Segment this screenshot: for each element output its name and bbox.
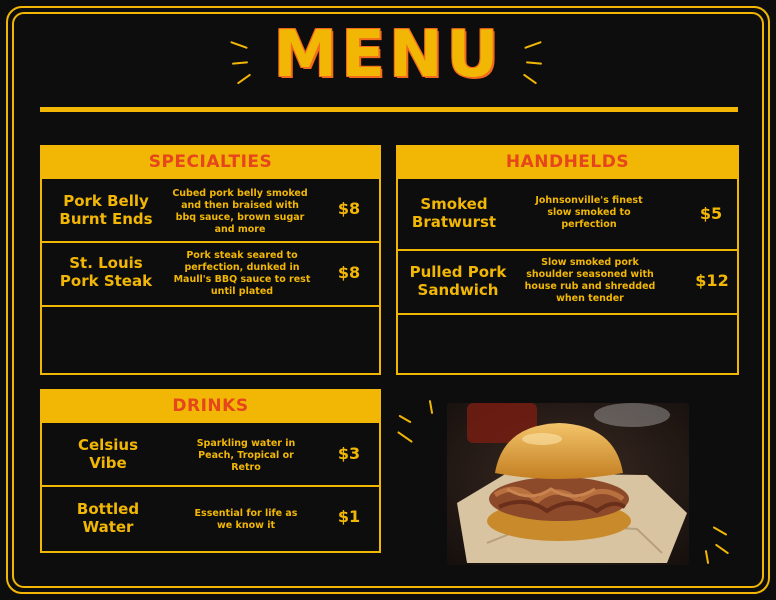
item-name: St. Louis Pork Steak	[59, 254, 153, 290]
drinks-header: DRINKS	[42, 391, 379, 421]
item-description: Johnsonville's finest slow smoked to perfection	[535, 195, 643, 230]
specialties-panel	[40, 145, 381, 375]
menu-title: MENU	[273, 18, 503, 92]
item-description: Slow smoked pork shoulder seasoned with house rub and shredded when tender	[524, 257, 656, 304]
item-name: Bottled Water	[76, 500, 140, 536]
menu-item	[42, 485, 379, 551]
item-price: $5	[699, 204, 723, 223]
handhelds-header: HANDHELDS	[398, 147, 737, 177]
drinks-panel	[40, 389, 381, 553]
item-description: Cubed pork belly smoked and then braised with bbq sauce, brown sugar and more	[172, 188, 308, 235]
item-name: Pork Belly Burnt Ends	[59, 192, 153, 228]
empty-row	[398, 313, 737, 373]
menu-item	[398, 177, 737, 249]
handhelds-panel	[396, 145, 739, 375]
menu-item	[42, 241, 379, 305]
item-price: $8	[337, 263, 361, 282]
item-name: Smoked Bratwurst	[411, 195, 497, 231]
menu-item	[42, 421, 379, 485]
item-name: Pulled Pork Sandwich	[409, 263, 507, 299]
item-description: Pork steak seared to perfection, dunked in Maull's BBQ sauce to rest until plated	[173, 250, 311, 297]
item-description: Essential for life as we know it	[194, 508, 298, 531]
item-price: $1	[337, 507, 361, 526]
title-divider	[40, 107, 738, 112]
sandwich-illustration	[447, 403, 689, 565]
item-price: $3	[337, 444, 361, 463]
item-description: Sparkling water in Peach, Tropical or Retro	[196, 438, 296, 473]
item-price: $8	[337, 199, 361, 218]
menu-item	[42, 177, 379, 241]
item-name: Celsius Vibe	[78, 436, 138, 472]
specialties-header: SPECIALTIES	[42, 147, 379, 177]
pulled-pork-sandwich-photo	[447, 403, 689, 565]
empty-row	[42, 305, 379, 373]
menu-item	[398, 249, 737, 313]
item-price: $12	[695, 271, 729, 290]
